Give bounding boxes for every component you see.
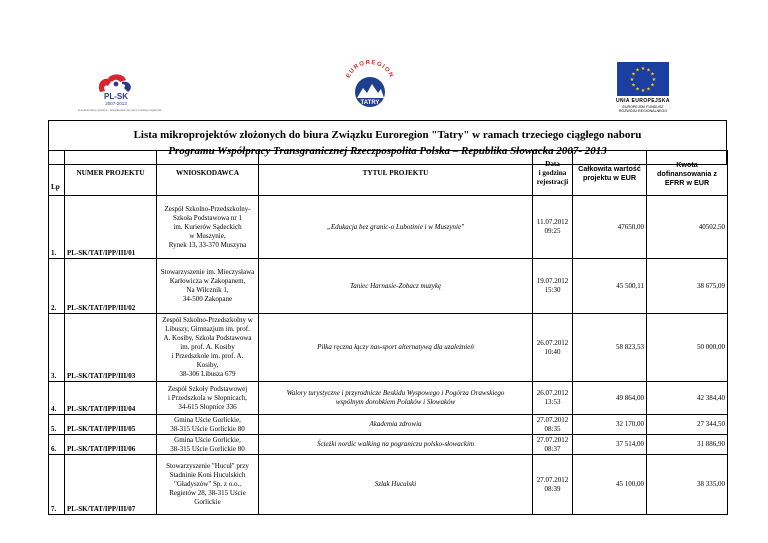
row-applicant: Zespół Szkoły Podstawowej i Przedszkola w Słopnicach, 34-615 Słopnice 336 <box>157 382 259 415</box>
row-project-number: PL-SK/TAT/IPP/III/03 <box>65 314 157 382</box>
row-project-title: Taniec Harnasie-Zobacz muzykę <box>259 259 533 314</box>
row-project-number: PL-SK/TAT/IPP/III/04 <box>65 382 157 415</box>
row-efrr-grant: 38 335,00 <box>647 455 728 515</box>
header-efrr-grant: Kwota dofinansowania z EFRR w EUR <box>647 151 728 196</box>
row-lp: 4. <box>49 382 65 415</box>
eu-flag-icon <box>608 60 678 98</box>
row-efrr-grant: 27 344,50 <box>647 415 728 435</box>
row-project-title: Ścieżki nordic walking na pograniczu polsko-słowackim <box>259 435 533 455</box>
row-efrr-grant: 40502,50 <box>647 196 728 259</box>
pl-sk-tagline: przekraczamy granice - współpraca na rzecz rozwoju regionów <box>78 108 162 112</box>
row-total-value: 45 500,11 <box>573 259 647 314</box>
pl-sk-program-logo <box>78 70 162 116</box>
row-project-title: Szlak Huculski <box>259 455 533 515</box>
eu-star-icon: ★ <box>646 67 651 74</box>
row-efrr-grant: 50 000,00 <box>647 314 728 382</box>
row-project-title: Walory turystyczne i przyrodnicze Beskidu Wyspowego i Pogórza Orawskiego wspólnym dorobkiem Polaków i Słowaków <box>259 382 533 415</box>
header-registration-date: Data i godzina rejestracji <box>533 151 573 196</box>
row-total-value: 49 864,00 <box>573 382 647 415</box>
row-lp: 1. <box>49 196 65 259</box>
euroregion-tatry-logo <box>337 58 403 114</box>
svg-text:TATRY: TATRY <box>360 100 380 106</box>
document-title: Lista mikroprojektów złożonych do biura Związku Euroregion "Tatry" w ramach trzeciego ciągłego naboru <box>133 129 642 141</box>
row-registration-date: 27.07.2012 08:39 <box>533 455 573 515</box>
eu-fund-label: EUROPEJSKI FUNDUSZ ROZWOJU REGIONALNEGO <box>618 105 668 113</box>
header-project-title: TYTUŁ PROJEKTU <box>259 151 533 196</box>
row-applicant: Zespół Szkolno-Przedszkolny- Szkoła Podstawowa nr 1 im. Kurierów Sądeckich w Muszynie, Rynek 13, 33-370 Muszyna <box>157 196 259 259</box>
svg-text:2007-2013: 2007-2013 <box>105 101 127 106</box>
row-lp: 7. <box>49 455 65 515</box>
row-project-number: PL-SK/TAT/IPP/III/02 <box>65 259 157 314</box>
header-lp: Lp <box>49 151 65 196</box>
table-header-row <box>49 151 728 196</box>
eu-star-icon: ★ <box>629 77 635 83</box>
eu-star-icon: ★ <box>646 86 651 93</box>
row-project-number: PL-SK/TAT/IPP/III/05 <box>65 415 157 435</box>
eu-star-icon: ★ <box>631 71 636 78</box>
microprojects-table <box>48 150 728 515</box>
european-union-logo <box>608 60 678 120</box>
eu-star-icon: ★ <box>640 66 646 72</box>
header-project-number: NUMER PROJEKTU <box>65 151 157 196</box>
row-efrr-grant: 42 384,40 <box>647 382 728 415</box>
table-row <box>49 455 728 515</box>
eu-star-icon: ★ <box>651 77 657 83</box>
row-total-value: 47650,00 <box>573 196 647 259</box>
row-efrr-grant: 38 675,09 <box>647 259 728 314</box>
row-applicant: Stowarzyszenie im. Mieczysława Karłowicza w Zakopanem, Na Wilcznik 1, 34-500 Zakopane <box>157 259 259 314</box>
svg-text:EUROREGION: EUROREGION <box>345 59 395 80</box>
table-row <box>49 314 728 382</box>
row-project-title: Piłka ręczna łączy nas-sport alternatywą dla uzależnień <box>259 314 533 382</box>
svg-text:PL-SK: PL-SK <box>104 92 128 101</box>
row-registration-date: 11.07.2012 09:25 <box>533 196 573 259</box>
tatry-mountain-emblem-icon <box>337 58 403 114</box>
row-lp: 5. <box>49 415 65 435</box>
eu-star-icon: ★ <box>650 71 655 78</box>
row-applicant: Stowarzyszenie "Hucuł" przy Stadninie Koni Huculskich "Gładyszów" Sp. z o.o., Regietów 28, 38-315 Uście Gorlickie <box>157 455 259 515</box>
row-registration-date: 19.07.2012 15:30 <box>533 259 573 314</box>
eu-label: UNIA EUROPEJSKA <box>616 98 670 104</box>
row-project-title: Akademia zdrowia <box>259 415 533 435</box>
row-registration-date: 27.07.2012 08:37 <box>533 435 573 455</box>
header-total-value: Całkowita wartość projektu w EUR <box>573 151 647 196</box>
pl-sk-emblem-icon <box>78 70 154 108</box>
row-registration-date: 26.07.2012 13:53 <box>533 382 573 415</box>
row-total-value: 37 514,00 <box>573 435 647 455</box>
table-row <box>49 196 728 259</box>
table-row <box>49 259 728 314</box>
row-project-number: PL-SK/TAT/IPP/III/01 <box>65 196 157 259</box>
row-total-value: 58 823,53 <box>573 314 647 382</box>
table-row <box>49 435 728 455</box>
eu-star-icon: ★ <box>640 88 646 94</box>
eu-star-icon: ★ <box>631 82 636 89</box>
row-project-title: „Edukacja bez granic-o Lubotinie i w Muszynie" <box>259 196 533 259</box>
row-efrr-grant: 31 886,90 <box>647 435 728 455</box>
table-row <box>49 415 728 435</box>
row-applicant: Zespół Szkolno-Przedszkolny w Libuszy, Gimnazjum im. prof. A. Kosiby, Szkoła Podstawowa im. prof. A. Kosiby i Przedszkole im. prof. A. Kosiby, 38-306 Libusza 679 <box>157 314 259 382</box>
row-registration-date: 27.07.2012 08:35 <box>533 415 573 435</box>
row-total-value: 32 170,00 <box>573 415 647 435</box>
row-applicant: Gmina Uście Gorlickie, 38-315 Uście Gorlickie 80 <box>157 415 259 435</box>
row-applicant: Gmina Uście Gorlickie, 38-315 Uście Gorlickie 80 <box>157 435 259 455</box>
row-lp: 6. <box>49 435 65 455</box>
row-lp: 2. <box>49 259 65 314</box>
row-total-value: 45 100,00 <box>573 455 647 515</box>
row-lp: 3. <box>49 314 65 382</box>
document-subtitle: Programu Współpracy Transgranicznej Rzeczpospolita Polska – Republika Słowacka 2007- 2013 <box>168 145 607 157</box>
eu-star-icon: ★ <box>650 82 655 89</box>
row-project-number: PL-SK/TAT/IPP/III/06 <box>65 435 157 455</box>
row-project-number: PL-SK/TAT/IPP/III/07 <box>65 455 157 515</box>
eu-star-icon: ★ <box>635 67 640 74</box>
row-registration-date: 26.07.2012 10:40 <box>533 314 573 382</box>
table-row <box>49 382 728 415</box>
header-applicant: WNIOSKODAWCA <box>157 151 259 196</box>
eu-star-icon: ★ <box>635 86 640 93</box>
